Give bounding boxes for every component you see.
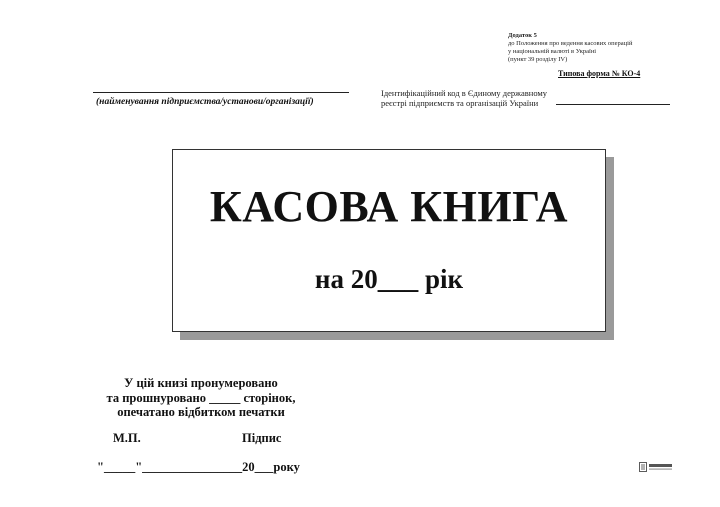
tiger-logo-icon — [639, 462, 673, 472]
organization-name-line — [93, 92, 349, 93]
form-number: Типова форма № КО-4 — [558, 69, 641, 78]
numbering-line: У цій книзі пронумеровано — [124, 376, 278, 390]
cover-frame — [172, 149, 606, 332]
id-code-line-text: Ідентифікаційний код в Єдиному державному — [381, 88, 548, 98]
cover-subtitle: на 20___ рік — [314, 264, 464, 294]
numbering-line: та прошнуровано _____ сторінок, — [106, 390, 296, 405]
numbering-statement — [98, 376, 304, 420]
annex-line: (пункт 39 розділу IV) — [508, 56, 568, 63]
annex-line: до Положення про ведення касових операцій — [508, 40, 633, 47]
id-code-field-line — [556, 104, 670, 105]
signature-label: Підпис — [242, 431, 282, 445]
numbering-line: опечатано відбитком печатки — [117, 405, 285, 419]
id-code-line-text: реєстрі підприємств та організацій України — [381, 98, 539, 108]
annex-line: у національній валюті в Україні — [508, 48, 597, 55]
date-line: "_____"________________20___року — [97, 460, 300, 474]
publisher-logo — [639, 462, 673, 472]
id-code-label — [381, 88, 547, 108]
stamp-label: М.П. — [113, 431, 141, 445]
cover-title: КАСОВА КНИГА — [209, 182, 569, 231]
organization-caption: (найменування підприємства/установи/організації) — [96, 97, 314, 107]
annex-note — [508, 32, 632, 64]
annex-title: Додаток 5 — [508, 32, 537, 39]
